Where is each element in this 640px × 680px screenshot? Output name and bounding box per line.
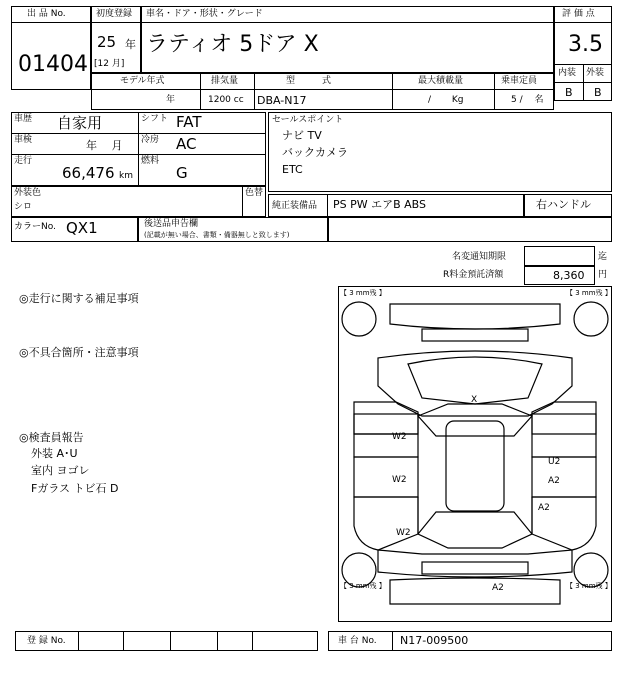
damage-mark-right-rear-door: A2	[548, 476, 560, 486]
exterior-grade: B	[594, 86, 602, 99]
sales-points-label: セールスポイント	[272, 115, 344, 125]
tire-rear-right-label: 【 3 mm残 】	[566, 582, 612, 590]
left-rear-quarter	[354, 497, 418, 550]
after-label: 後送品申告欄	[144, 219, 199, 229]
first-reg-year-unit: 年	[125, 38, 136, 51]
reg-no-label: 登 録 No.	[27, 636, 66, 646]
color-no-value: QX1	[66, 219, 98, 237]
history-label: 車歴	[14, 114, 33, 124]
rear-window	[418, 512, 532, 548]
type-label: 型 式	[286, 76, 332, 86]
wheel-front-left	[342, 302, 376, 336]
left-door-rear	[354, 457, 418, 497]
rear-bumper-outline	[390, 578, 560, 604]
front-bumper-outline	[390, 304, 560, 329]
genuine-value: PS PW エアB ABS	[333, 198, 427, 211]
mileage-unit: km	[119, 171, 133, 181]
inspector-line-3: Fガラス トビ石 D	[31, 482, 119, 495]
first-reg-label: 初度登録	[96, 9, 133, 19]
first-reg-month: [12 月]	[94, 59, 125, 69]
chassis-value: N17-009500	[400, 634, 469, 647]
fuel-value: G	[176, 164, 188, 182]
ext-color-value: シロ	[14, 202, 33, 212]
displacement-label: 排気量	[211, 76, 239, 86]
inspector-line-1: 外装 A･U	[31, 447, 78, 460]
damage-mark-left-quarter: W2	[396, 528, 411, 538]
damage-mark-left-rear-door: W2	[392, 475, 407, 485]
left-side-front	[354, 402, 418, 434]
chassis-label: 車 台 No.	[338, 636, 377, 646]
color-change-label: 色替	[245, 188, 264, 198]
name-change-box	[524, 246, 595, 266]
recycle-unit: 円	[598, 270, 608, 280]
tire-front-right-label: 【 3 mm残 】	[566, 289, 612, 297]
right-door-front	[532, 414, 596, 457]
sales-point-1: ナビ TV	[282, 129, 322, 142]
first-reg-year: 25	[97, 33, 117, 51]
name-change-unit: 迄	[598, 252, 608, 262]
after-value-box	[328, 217, 612, 242]
name-change-label: 名変通知期限	[452, 252, 507, 262]
tire-rear-left-label: 【 3 mm残 】	[340, 582, 386, 590]
shift-label: シフト	[141, 114, 169, 124]
rear-face	[378, 550, 572, 577]
rear-plate	[422, 562, 528, 574]
lot-number: 01404	[18, 52, 88, 77]
inspector-label: ◎検査員報告	[19, 431, 84, 444]
model-year-unit: 年	[166, 95, 176, 105]
displacement: 1200 cc	[208, 95, 244, 105]
damage-mark-rear-bumper: A2	[492, 583, 504, 593]
damage-mark-hood: X	[471, 395, 478, 405]
genuine-label: 純正装備品	[272, 201, 318, 211]
windshield	[418, 404, 532, 436]
inspector-line-2: 室内 ヨゴレ	[31, 464, 90, 477]
interior-label: 内装	[558, 68, 577, 78]
max-load: / Kg	[428, 95, 464, 105]
damage-mark-right-front-door: U2	[548, 457, 561, 467]
exterior-label: 外装	[586, 68, 605, 78]
max-load-label: 最大積載量	[418, 76, 464, 86]
recycle-label: R料金預託済額	[443, 270, 504, 280]
capacity: 5 / 名	[511, 95, 544, 105]
right-door-rear	[532, 457, 596, 497]
car-outline	[338, 286, 612, 622]
ext-color-label: 外装色	[14, 188, 42, 198]
front-plate	[422, 329, 528, 341]
lot-label: 出 品 No.	[27, 9, 66, 19]
mileage-label: 走行	[14, 156, 33, 166]
car-name-label: 車名・ドア・形状・グレード	[146, 9, 263, 19]
history-value: 自家用	[57, 114, 103, 132]
steering-value: 右ハンドル	[536, 198, 591, 211]
ac-label: 冷房	[141, 135, 160, 145]
inspection-label: 車検	[14, 135, 33, 145]
driving-notes-label: ◎走行に関する補足事項	[19, 292, 139, 305]
type-value: DBA-N17	[257, 94, 307, 107]
recycle-fee: 8,360	[553, 269, 585, 282]
car-name: ラティオ 5ドア X	[146, 32, 319, 57]
front-face	[378, 351, 572, 416]
inspection-value: 年 月	[86, 139, 123, 152]
fuel-label: 燃料	[141, 156, 160, 166]
mileage-value: 66,476	[62, 164, 115, 182]
after-note: (記載が無い場合、書類・備器無しと致します)	[144, 231, 290, 239]
defects-label: ◎不具合箇所・注意事項	[19, 346, 139, 359]
damage-mark-right-quarter: A2	[538, 503, 550, 513]
sales-point-2: バックカメラ	[282, 146, 348, 159]
capacity-label: 乗車定員	[501, 76, 538, 86]
color-no-label: カラーNo.	[14, 222, 56, 232]
roof	[446, 421, 504, 511]
damage-mark-left-front-door: W2	[392, 432, 407, 442]
score-label: 評 価 点	[562, 9, 595, 19]
model-year-label: モデル年式	[120, 76, 165, 86]
ext-color-box	[11, 186, 266, 217]
ac-value: AC	[176, 135, 197, 153]
left-door-front	[354, 414, 418, 457]
tire-front-left-label: 【 3 mm残 】	[340, 289, 386, 297]
right-side-front	[532, 402, 596, 434]
sales-point-3: ETC	[282, 163, 303, 176]
shift-value: FAT	[176, 113, 202, 131]
score-value: 3.5	[568, 32, 603, 57]
wheel-front-right	[574, 302, 608, 336]
interior-grade: B	[565, 86, 573, 99]
